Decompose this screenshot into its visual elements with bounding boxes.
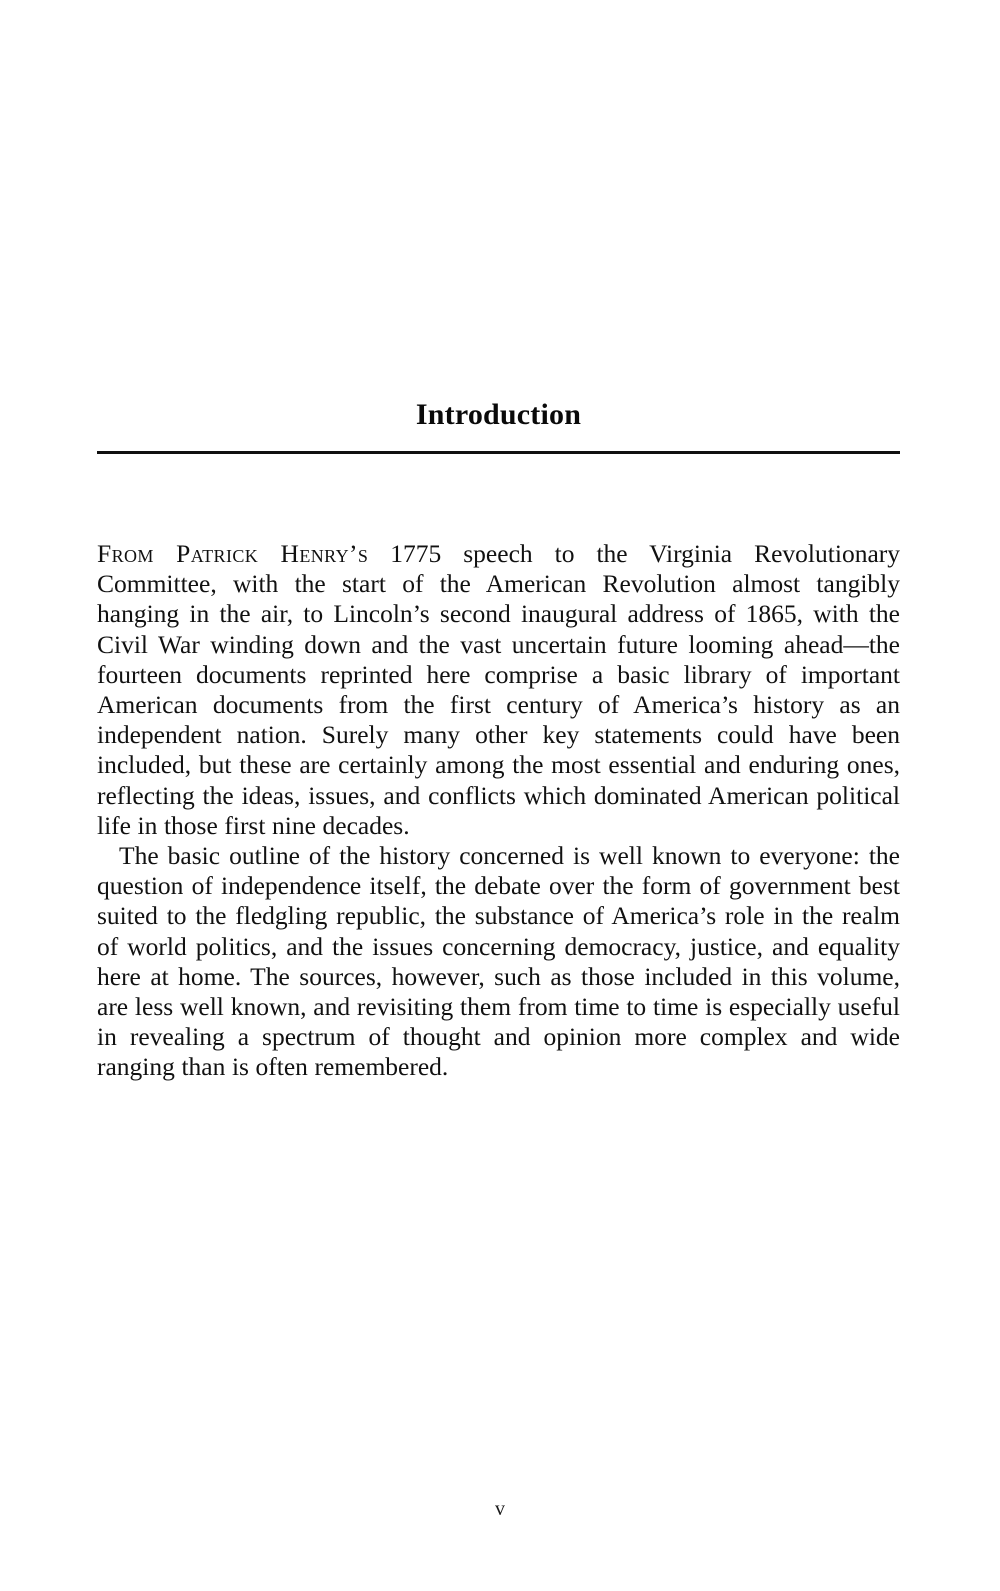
heading-divider-rule xyxy=(97,451,900,454)
paragraph-1-text: 1775 speech to the Virginia Revolutionary Committee, with the start of the American Revolution almost tangibly hanging in the air, to Lincoln’s second inaugural address of 1865, with the Civil War winding down and the vast uncertain future looming ahead—the fourteen documents reprinted here comprise a basic library of important American documents from the first century of America’s history as an independent nation. Surely many other key statements could have been included, but these are certainly among the most essential and enduring ones, reflecting the ideas, issues, and conflicts which dominated American political life in those first nine decades. xyxy=(97,539,900,840)
chapter-heading xyxy=(97,396,900,434)
body-text-column xyxy=(97,539,900,1083)
page-title: Introduction xyxy=(415,398,582,431)
page-number: v xyxy=(495,1498,505,1520)
paragraph-1 xyxy=(97,539,900,841)
opening-small-caps: From Patrick Henry’s xyxy=(97,539,369,568)
paragraph-2: The basic outline of the history concerned is well known to everyone: the question of independence itself, the debate over the form of government best suited to the fledgling republic, the substance of America’s role in the realm of world politics, and the issues concerning democracy, justice, and equality here at home. The sources, however, such as those included in this volume, are less well known, and revisiting them from time to time is especially useful in revealing a spectrum of thought and opinion more complex and wide ranging than is often remembered. xyxy=(97,841,900,1082)
